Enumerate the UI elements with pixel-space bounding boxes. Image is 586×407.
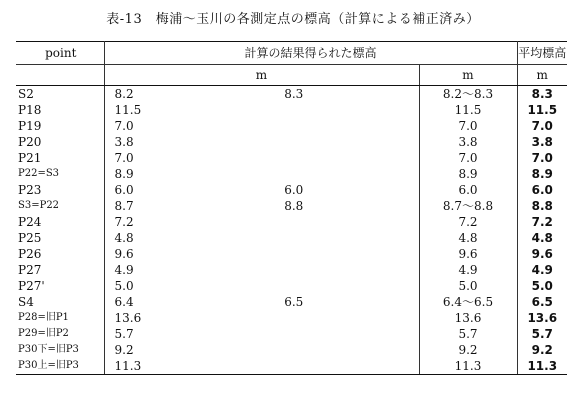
point-cell: S3=P22 [16,198,104,214]
average-cell: 13.6 [527,311,558,325]
table-row [16,134,567,150]
result-cell: 11.3 [419,358,517,375]
col-header-calc: 計算の結果得られた標高 [104,42,517,65]
value1-cell: 5.7 [114,327,134,341]
value2-cell [169,342,419,358]
unit-avg: m [517,65,567,86]
point-cell: P21 [16,150,104,166]
table-row [16,102,567,118]
result-cell: 8.7〜8.8 [419,198,517,214]
average-cell: 6.5 [531,295,553,309]
result-cell: 6.4〜6.5 [419,294,517,310]
value1-cell: 8.9 [114,167,134,181]
result-cell: 9.2 [419,342,517,358]
value2-cell: 6.5 [169,294,419,310]
result-cell: 5.0 [419,278,517,294]
average-cell: 7.2 [531,215,553,229]
value2-cell [169,358,419,375]
result-cell: 4.8 [419,230,517,246]
table-row [16,182,567,198]
average-cell: 7.0 [531,151,553,165]
table-row [16,342,567,358]
col-header-avg: 平均標高 [517,42,567,65]
point-cell: S2 [16,86,104,103]
value1-cell: 13.6 [114,311,142,325]
value1-cell: 6.0 [114,183,134,197]
value1-cell: 5.0 [114,279,134,293]
point-cell: P19 [16,118,104,134]
table-body [16,86,567,375]
value1-cell: 8.7 [114,199,134,213]
value1-cell: 9.2 [114,343,134,357]
result-cell: 9.6 [419,246,517,262]
value1-cell: 4.9 [114,263,134,277]
unit-calc: m [104,65,419,86]
table-row [16,166,567,182]
point-cell: P26 [16,246,104,262]
table-row [16,230,567,246]
average-cell: 9.6 [531,247,553,261]
point-cell: P27' [16,278,104,294]
result-cell: 4.9 [419,262,517,278]
table-caption: 表-13 梅浦〜玉川の各測定点の標高（計算による補正済み） [106,12,480,27]
result-cell: 7.2 [419,214,517,230]
value2-cell [169,246,419,262]
value1-cell: 11.3 [104,358,169,375]
average-cell: 7.0 [531,119,553,133]
point-cell: P23 [16,182,104,198]
point-cell: P25 [16,230,104,246]
result-cell: 7.0 [419,150,517,166]
average-cell: 5.7 [531,327,553,341]
value2-cell: 8.3 [169,86,419,103]
value1-cell: 7.0 [114,119,134,133]
average-cell: 4.8 [531,231,553,245]
table-row [16,86,567,103]
table-row [16,326,567,342]
table-row [16,214,567,230]
point-cell: P18 [16,102,104,118]
average-cell: 8.8 [531,199,553,213]
point-cell: P29=旧P2 [16,326,104,342]
value2-cell [169,118,419,134]
table-row [16,278,567,294]
table-row [16,262,567,278]
average-cell: 4.9 [531,263,553,277]
average-cell: 3.8 [531,135,553,149]
table-row [16,358,567,375]
header-row [16,42,567,65]
value2-cell: 6.0 [169,182,419,198]
unit-point-cell [16,65,104,86]
result-cell: 7.0 [419,118,517,134]
result-cell: 5.7 [419,326,517,342]
point-cell: P28=旧P1 [16,310,104,326]
point-cell: S4 [16,294,104,310]
result-cell: 11.5 [419,102,517,118]
point-cell: P30下=旧P3 [16,342,104,358]
point-cell: P24 [16,214,104,230]
point-cell: P22=S3 [16,166,104,182]
result-cell: 13.6 [419,310,517,326]
result-cell: 8.2〜8.3 [419,86,517,103]
value2-cell [169,166,419,182]
average-cell: 8.3 [531,87,553,101]
table-row [16,198,567,214]
average-cell: 9.2 [531,343,553,357]
col-header-point: point [16,42,104,65]
value2-cell [169,310,419,326]
unit-row [16,65,567,86]
table-row [16,118,567,134]
average-cell: 8.9 [531,167,553,181]
average-cell: 5.0 [531,279,553,293]
average-cell: 11.5 [527,103,558,117]
value1-cell: 7.2 [114,215,134,229]
value1-cell: 6.4 [114,295,134,309]
table-row [16,246,567,262]
value2-cell [169,326,419,342]
average-cell: 11.3 [517,358,567,375]
table-row [16,294,567,310]
table-row [16,150,567,166]
table-row [16,310,567,326]
value2-cell [169,102,419,118]
value2-cell: 8.8 [169,198,419,214]
value1-cell: 8.2 [114,87,134,101]
value1-cell: 7.0 [114,151,134,165]
value2-cell [169,230,419,246]
result-cell: 3.8 [419,134,517,150]
result-cell: 8.9 [419,166,517,182]
point-cell: P20 [16,134,104,150]
result-cell: 6.0 [419,182,517,198]
value1-cell: 9.6 [114,247,134,261]
point-cell: P27 [16,262,104,278]
unit-result: m [419,65,517,86]
value2-cell [169,214,419,230]
value1-cell: 4.8 [114,231,134,245]
value1-cell: 11.5 [114,103,142,117]
value2-cell [169,150,419,166]
value2-cell [169,134,419,150]
point-cell: P30上=旧P3 [16,358,104,375]
average-cell: 6.0 [531,183,553,197]
value1-cell: 3.8 [114,135,134,149]
value2-cell [169,278,419,294]
elevation-table [16,41,567,375]
value2-cell [169,262,419,278]
